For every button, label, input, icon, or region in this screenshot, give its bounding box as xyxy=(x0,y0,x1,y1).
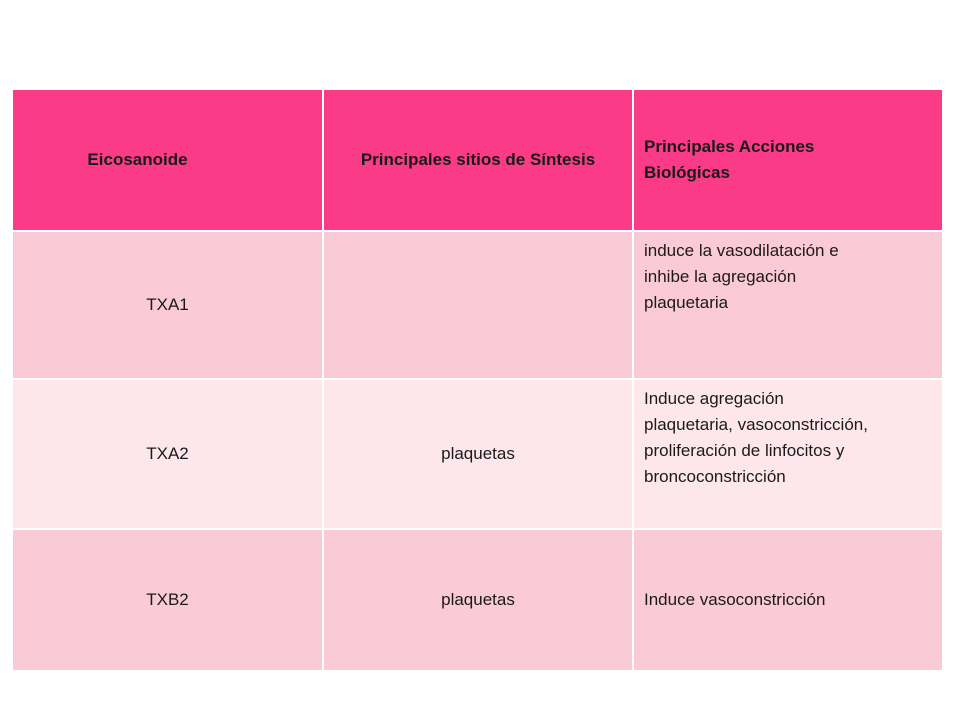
header-sitios-label: Principales sitios de Síntesis xyxy=(360,150,596,169)
cell-acciones xyxy=(633,231,943,379)
cell-eicosanoide: TXA1 xyxy=(12,231,323,379)
header-eicosanoide-label: Eicosanoide xyxy=(87,150,188,169)
cell-sitios: plaquetas xyxy=(323,379,633,529)
acciones-line: induce la vasodilatación e xyxy=(644,241,839,260)
header-acciones-line2: Biológicas xyxy=(644,163,730,182)
acciones-line: plaquetaria xyxy=(644,293,729,312)
cell-eicosanoide: TXA2 xyxy=(12,379,323,529)
acciones-line: Induce vasoconstricción xyxy=(644,590,826,609)
table-row xyxy=(12,529,943,671)
acciones-line: plaquetaria, vasoconstricción, xyxy=(644,415,868,434)
table-header-row xyxy=(12,89,943,231)
header-acciones-biologicas xyxy=(633,89,943,231)
header-sitios-sintesis xyxy=(323,89,633,231)
table-row xyxy=(12,379,943,529)
cell-acciones xyxy=(633,529,943,671)
cell-acciones xyxy=(633,379,943,529)
cell-eicosanoide: TXB2 xyxy=(12,529,323,671)
acciones-line: Induce agregación xyxy=(644,389,784,408)
cell-sitios xyxy=(323,231,633,379)
eicosanoid-table xyxy=(11,88,944,672)
acciones-line: inhibe la agregación xyxy=(644,267,797,286)
table-row xyxy=(12,231,943,379)
header-eicosanoide xyxy=(12,89,323,231)
acciones-line: proliferación de linfocitos y xyxy=(644,441,845,460)
acciones-line: broncoconstricción xyxy=(644,467,786,486)
cell-sitios: plaquetas xyxy=(323,529,633,671)
header-acciones-line1: Principales Acciones xyxy=(644,137,815,156)
